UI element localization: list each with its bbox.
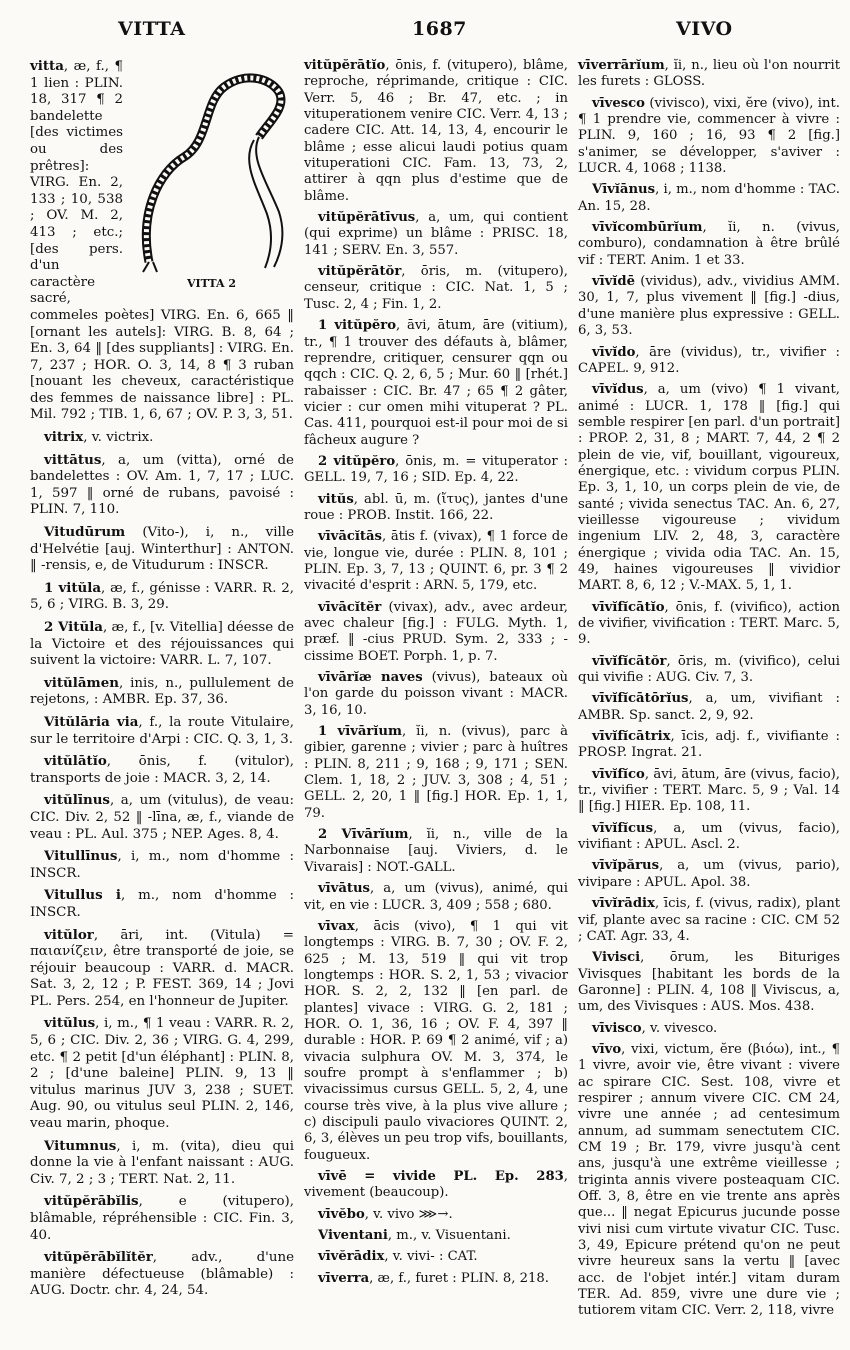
vitta-illustration	[129, 62, 294, 292]
page-number: 1687	[412, 18, 467, 40]
entry: vīvĭrādix, īcis, f. (vivus, radix), plant vif, plante avec sa racine : CIC. CM 52 ; CAT. Agr. 33, 4.	[578, 896, 840, 944]
entry: vīvĭpărus, a, um (vivus, pario), vivipare : APUL. Apol. 38.	[578, 858, 840, 890]
headword: vīverra	[318, 1270, 370, 1286]
headword: vīvĭcombūrĭum	[592, 220, 703, 236]
headword: vīvĭfĭcus	[592, 820, 654, 836]
entry: vitŭpĕrātĭo, ōnis, f. (vitupero), blâme, reproche, réprimande, critique : CIC. Verr. 5, 46 ; Br. 47, etc. ; in vituperationem venire CIC. Verr. 4, 13 ; cadere CIC. Att. 14, 13, 4, encourir le blâme ; esse alicui laudi potius quam vituperationi CIC. Fam. 13, 73, 2, attirer à qqn plus d'estime que de blâme.	[304, 58, 568, 204]
ribbon-drawing	[129, 62, 294, 274]
headword: vīvĭdē	[592, 274, 635, 290]
headword: vittātus	[44, 451, 102, 468]
headword: vīvārĭæ naves	[318, 670, 423, 686]
headword: vīvē = vivide PL. Ep. 283	[318, 1169, 564, 1184]
headword: vitŭpĕrātĭo	[304, 58, 386, 73]
entry: Vitudūrum (Vito-), i, n., ville d'Helvétie [auj. Winterthur] : ANTON. ‖ -rensis, e, de Vitudurum : INSCR.	[30, 524, 294, 574]
headword: vīvĭpărus	[592, 858, 660, 874]
headword: vitŭs	[318, 491, 354, 507]
entry: vitŭpĕrātīvus, a, um, qui contient (qui exprime) un blâme : PRISC. 18, 141 ; SERV. En. 3, 557.	[304, 210, 568, 258]
column-3	[578, 58, 840, 1325]
headword: vīvācĭtās	[318, 529, 382, 545]
headword: vīvĭfĭcātĭo	[592, 599, 665, 615]
headword: Vitullīnus	[44, 848, 118, 865]
entry: vitŭlāmen, inis, n., pullulement de rejetons, : AMBR. Ep. 37, 36.	[30, 674, 294, 708]
headword: vitrix	[44, 429, 84, 446]
entry: vitŭlīnus, a, um (vitulus), de veau: CIC. Div. 2, 52 ‖ -līna, æ, f., viande de veau : PL. Aul. 375 ; NEP. Ages. 8, 4.	[30, 792, 294, 842]
figure-caption: VITTA 2	[186, 277, 237, 290]
headword: Vīvĭānus	[592, 182, 656, 198]
entry: Vitŭlāria via, f., la route Vitulaire, sur le territoire d'Arpi : CIC. Q. 3, 1, 3.	[30, 713, 294, 747]
entry: vīvātus, a, um (vivus), animé, qui vit, en vie : LUCR. 3, 409 ; 558 ; 680.	[304, 881, 568, 913]
entry: 1 vitŭla, æ, f., génisse : VARR. R. 2, 5, 6 ; VIRG. B. 3, 29.	[30, 579, 295, 613]
headword: vitŭpĕrātŏr	[318, 264, 402, 280]
headword: vīverrārĭum	[578, 58, 665, 73]
headword: Vitullus i	[44, 887, 121, 904]
headword: vīvĭfĭco	[592, 766, 645, 782]
headword: vitŭpĕrātīvus	[318, 210, 416, 226]
entry: 1 vitŭpĕro, āvi, ātum, āre (vitium), tr., ¶ 1 trouver des défauts à, blâmer, reprendre, critiquer, censurer qqn ou qqch : CIC. Q. 2, 6, 5 ; Mur. 60 ‖ [rhét.] rabaisser : CIC. Br. 47 ; 65 ¶ 2 gâter, vicier : cur omen mihi vituperat ? PL. Cas. 411, pourquoi est-il pour moi de si fâcheux augure ?	[304, 318, 568, 448]
entry: vīvĭfĭcātōrĭus, a, um, vivifiant : AMBR. Sp. sanct. 2, 9, 92.	[578, 691, 840, 723]
entry: vīvĭcombūrĭum, ĭi, n. (vivus, comburo), condamnation à être brûlé vif : TERT. Anim. 1 et 33.	[578, 220, 840, 268]
entry: vīvĭfĭcātŏr, ōris, m. (vivifico), celui qui vivifie : AUG. Civ. 7, 3.	[578, 653, 840, 686]
headword: vīvĭfĭcātōrĭus	[592, 691, 689, 707]
column-2	[304, 58, 568, 1292]
headword: Vivisci	[592, 950, 641, 966]
headword: vitŭlus	[44, 1015, 96, 1032]
headword: Vitumnus	[44, 1137, 117, 1154]
entry: Vitumnus, i, m. (vita), dieu qui donne la vie à l'enfant naissant : AUG. Civ. 7, 2 ; 3 ; TERT. Nat. 2, 11.	[30, 1137, 294, 1187]
entry: vīvārĭæ naves (vivus), bateaux où l'on garde du poisson vivant : MACR. 3, 16, 10.	[304, 670, 568, 718]
headword: 1 vitŭpĕro	[318, 318, 397, 334]
headword: Vitŭlāria via	[44, 713, 139, 730]
entry: vīvĭfĭco, āvi, ātum, āre (vivus, facio), tr., vivifier : TERT. Marc. 5, 9 ; Val. 14 ‖ [fig.] HIER. Ep. 108, 11.	[578, 766, 840, 815]
entry: vīvācĭtĕr (vivax), adv., avec ardeur, avec chaleur [fig.] : FULG. Myth. 1, præf. ‖ -cius PRUD. Sym. 2, 333 ; -cissime BOET. Porph. 1, p. 7.	[304, 599, 568, 664]
entry: vīvo, vixi, victum, ĕre (βιόω), int., ¶ 1 vivre, avoir vie, être vivant : vivere ac spirare CIC. Sest. 108, vivre et respirer ; annum vivere CIC. CM 24, vivre une année ; ad centesimum annum, ad summam senectutem CIC. CM 19 ; Br. 179, vivre jusqu'à cent ans, jusqu'à une extrême vieillesse ; triginta annis vivere posteaquam CIC. Off. 3, 8, être en vie trente ans après que... ‖ negat Epicurus jucunde posse vivi nisi cum virtute vivatur CIC. Tusc. 3, 49, Epicure prétend qu'on ne peut vivre heureux sans la vertu ‖ [avec acc. de l'objet intér.] vitam duram TER. Ad. 859, vivre une dure vie ; tutiorem vitam CIC. Verr. 2, 118, vivre	[578, 1041, 840, 1319]
entry: vīvax, ācis (vivo), ¶ 1 qui vit longtemps : VIRG. B. 7, 30 ; OV. F. 2, 625 ; M. 13, 519 ‖ qui vit trop longtemps : HOR. S. 2, 1, 53 ; vivacior HOR. S. 2, 2, 132 ‖ [en parl. de plantes] vivace : VIRG. G. 2, 181 ; HOR. O. 1, 36, 16 ; OV. F. 4, 397 ‖ durable : HOR. P. 69 ¶ 2 animé, vif ; a) vivacia sulphura OV. M. 3, 374, le soufre prompt à s'enflammer ; b) vivacissimus cursus GELL. 5, 2, 4, une course très vive, à la plus vive allure ; c) discipuli paulo vivaciores QUINT. 2, 6, 3, élèves un peu trop vifs, bouillants, fougueux.	[304, 918, 568, 1163]
entry: vitŭlus, i, m., ¶ 1 veau : VARR. R. 2, 5, 6 ; CIC. Div. 2, 36 ; VIRG. G. 4, 299, etc. ¶ 2 petit [d'un éléphant] : PLIN. 8, 2 ; [d'une baleine] PLIN. 9, 13 ‖ vitulus marinus JUV 3, 238 ; SUET. Aug. 90, ou vitulus seul PLIN. 2, 146, veau marin, phoque.	[30, 1015, 294, 1132]
entry: vīvesco (vivisco), vixi, ĕre (vivo), int. ¶ 1 prendre vie, commencer à vivre : PLIN. 9, 160 ; 16, 93 ¶ 2 [fig.] s'animer, se développer, s'aviver : LUCR. 4, 1068 ; 1138.	[578, 95, 840, 177]
entry: 2 vitŭpĕro, ōnis, m. = vituperator : GELL. 19, 7, 16 ; SID. Ep. 4, 22.	[304, 453, 568, 486]
column-1	[30, 58, 294, 1305]
entry: Vitullus i, m., nom d'homme : INSCR.	[30, 887, 295, 920]
entry: vitta, æ, f., ¶ 1 lien : PLIN. 18, 317 ¶ 2 bandelette [des victimes ou des prêtres]: VIRG. En. 2, 133 ; 10, 538 ; OV. M. 2, 413 ; etc.; [des pers. d'un caractère sacré, commeles poètes] VIRG. En. 6, 665 ‖ [ornant les autels]: VIRG. B. 8, 64 ; En. 3, 64 ‖ [des suppliants] : VIRG. En. 7, 237 ; HOR. O. 3, 14, 8 ¶ 3 ruban [nouant les cheveux, caractéristique des femmes de naissance libre] : PL. Mil. 792 ; TIB. 1, 6, 67 ; OV. P. 3, 3, 51.	[30, 58, 294, 423]
entry: vitŭpĕrābĭlĭtĕr, adv., d'une manière défectueuse (blâmable) : AUG. Doctr. chr. 4, 24, 54.	[30, 1249, 294, 1299]
headword: vīvātus	[318, 881, 370, 897]
entry: vīvĭfĭcātrix, īcis, adj. f., vivifiante : PROSP. Ingrat. 21.	[578, 729, 840, 761]
headword: vīvācĭtĕr	[318, 599, 382, 615]
headword: vitŭlāmen	[44, 674, 119, 691]
headword: vīvĕbo	[318, 1206, 365, 1222]
entry: vīverrārĭum, ĭi, n., lieu où l'on nourrit les furets : GLOSS.	[578, 58, 840, 90]
headword: 1 vīvārĭum	[318, 724, 402, 740]
entry: 1 vīvārĭum, ĭi, n. (vivus), parc à gibier, garenne ; vivier ; parc à huîtres : PLIN. 8, 211 ; 9, 168 ; 9, 171 ; SEN. Clem. 1, 18, 2 ; JUV. 3, 308 ; 4, 51 ; GELL. 2, 20, 1 ‖ [fig.] HOR. Ep. 1, 1, 79.	[304, 724, 568, 821]
entry: vitrix, v. victrix.	[44, 429, 154, 446]
entry: vīvisco, v. vivesco.	[592, 1020, 718, 1036]
entry: vitŭlātĭo, ōnis, f. (vitulor), transports de joie : MACR. 3, 2, 14.	[30, 753, 294, 786]
entry: vīvācĭtās, ātis f. (vivax), ¶ 1 force de vie, longue vie, durée : PLIN. 8, 101 ; PLIN. Ep. 3, 7, 13 ; QUINT. 6, pr. 3 ¶ 2 vivacité d'esprit : ARN. 5, 179, etc.	[304, 529, 568, 594]
entry: Viventani, m., v. Visuentani.	[318, 1228, 511, 1244]
entry: 2 Vīvārĭum, ĭi, n., ville de la Narbonnaise [auj. Viviers, d. le Vivarais] : NOT.-GALL.	[304, 827, 569, 875]
headword: vitŭpĕrābĭlĭtĕr	[44, 1249, 153, 1266]
running-head-right: VIVO	[676, 18, 733, 40]
headword: 2 vitŭpĕro	[318, 453, 396, 469]
entry: Vivisci, ōrum, les Bituriges Vivisques [habitant les bords de la Garonne] : PLIN. 4, 108 ‖ Viviscus, a, um, des Vivisques : AUS. Mos. 438.	[578, 950, 840, 1015]
entry: vitŭs, abl. ū, m. (ἴτυς), jantes d'une roue : PROB. Instit. 166, 22.	[304, 491, 568, 523]
headword: vitŭlātĭo	[44, 753, 107, 770]
headword: vīvesco	[592, 95, 645, 111]
entry: vīvĕbo, v. vivo ⋙→.	[318, 1206, 453, 1222]
headword: vīvĭdo	[592, 344, 636, 360]
entry: vīverra, æ, f., furet : PLIN. 8, 218.	[318, 1270, 549, 1286]
entry: vittātus, a, um (vitta), orné de bandelettes : OV. Am. 1, 7, 17 ; LUC. 1, 597 ‖ orné de rubans, pavoisé : PLIN. 7, 110.	[30, 451, 294, 518]
running-head-left: VITTA	[118, 18, 186, 40]
entry: 2 Vitŭla, æ, f., [v. Vitellia] déesse de la Victoire et des réjouissances qui suivent la victoire: VARR. L. 7, 107.	[30, 619, 295, 669]
headword: vīvisco	[592, 1020, 642, 1036]
headword: vīvĭrādix	[592, 896, 655, 912]
headword: vīvĭfĭcātrix	[592, 729, 671, 745]
headword: Vitudūrum	[44, 524, 126, 541]
headword: 2 Vitŭla	[44, 619, 103, 635]
headword: vitŭlīnus	[44, 792, 110, 809]
headword: vīvax	[318, 918, 355, 934]
entry: vitŭpĕrātŏr, ōris, m. (vitupero), censeur, critique : CIC. Nat. 1, 5 ; Tusc. 2, 4 ; Fin. 1, 2.	[304, 264, 568, 312]
entry: vīvĭfĭcātĭo, ōnis, f. (vivifico), action de vivifier, vivification : TERT. Marc. 5, 9.	[578, 599, 840, 648]
headword: Viventani	[318, 1228, 388, 1244]
headword: vitŭlor	[44, 926, 94, 943]
entry: vīvĭdē (vividus), adv., vividius AMM. 30, 1, 7, plus vivement ‖ [fig.] -dius, d'une manière plus expressive : GELL. 6, 3, 53.	[578, 274, 840, 339]
headword: vīvĕrādix	[318, 1249, 385, 1265]
entry: vīvĭdus, a, um (vivo) ¶ 1 vivant, animé : LUCR. 1, 178 ‖ [fig.] qui semble respirer [en parl. d'un portrait] : PROP. 2, 31, 8 ; MART. 7, 44, 2 ¶ 2 plein de vie, vif, bouillant, vigoureux, énergique, etc. : vividum corpus PLIN. Ep. 3, 1, 10, un corps plein de vie, de santé ; vivida senectus TAC. An. 6, 27, vieillesse vigoureuse ; vividum ingenium LIV. 2, 48, 3, caractère énergique ; vivida odia TAC. An. 15, 49, haines vigoureuses ‖ vividior MART. 8, 6, 12 ; V.-MAX. 5, 1, 1.	[578, 382, 840, 594]
entry: Vitullīnus, i, m., nom d'homme : INSCR.	[30, 848, 294, 881]
headword: 2 Vīvārĭum	[318, 827, 409, 843]
entry: vīvē = vivide PL. Ep. 283, vivement (beaucoup).	[304, 1169, 568, 1201]
entry: Vīvĭānus, i, m., nom d'homme : TAC. An. 15, 28.	[578, 182, 840, 214]
headword: vitŭpĕrābĭlis	[44, 1193, 139, 1210]
entry: vīvĭfĭcus, a, um (vivus, facio), vivifiant : APUL. Ascl. 2.	[578, 820, 840, 853]
headword: vīvĭdus	[592, 382, 644, 398]
entry: vitŭpĕrābĭlis, e (vitupero), blâmable, répréhensible : CIC. Fin. 3, 40.	[30, 1193, 294, 1243]
headword: 1 vitŭla	[44, 579, 102, 596]
headword: vīvo	[592, 1041, 622, 1057]
entry: vīvĭdo, āre (vividus), tr., vivifier : CAPEL. 9, 912.	[578, 344, 840, 376]
headword: vīvĭfĭcātŏr	[592, 653, 667, 669]
entry: vīvĕrādix, v. vivi- : CAT.	[318, 1249, 478, 1265]
headword: vitta	[30, 58, 64, 74]
entry: vitŭlor, āri, int. (Vitula) = παιανίζειν, être transporté de joie, se réjouir beaucoup : VARR. d. MACR. Sat. 3, 2, 12 ; P. FEST. 369, 14 ; Jovi PL. Pers. 254, en l'honneur de Jupiter.	[30, 926, 294, 1009]
